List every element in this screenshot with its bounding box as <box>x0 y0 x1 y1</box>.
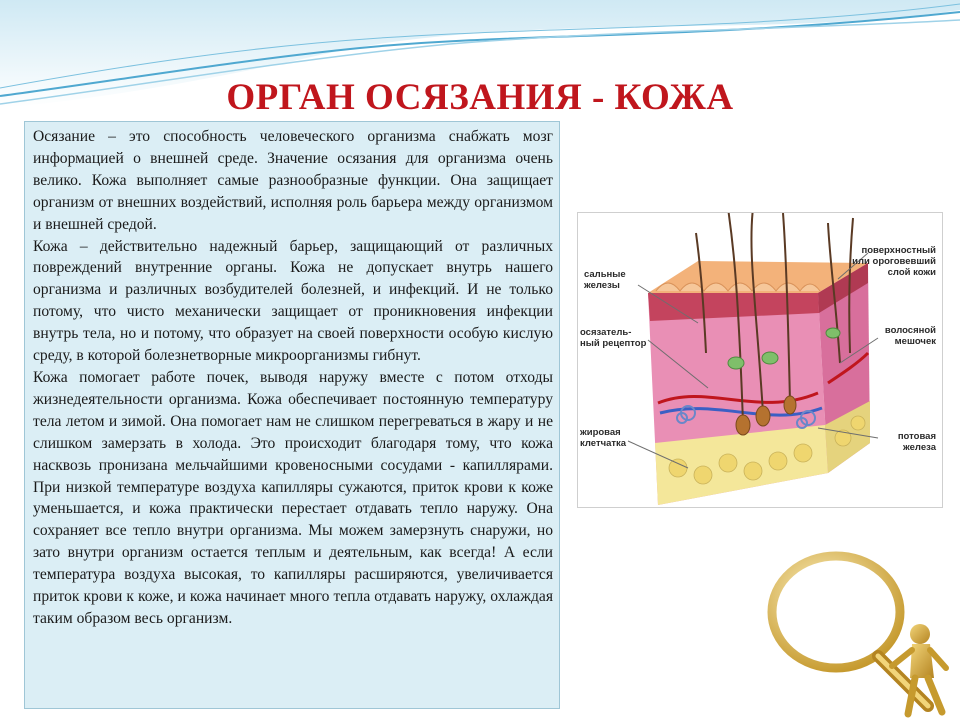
label-fat-tissue: жировая клетчатка <box>580 427 627 449</box>
paragraph-1: Осязание – это способность человеческого организма снабжать мозг информацией о внешней среде. Значение осязания для организма очень велико. Кожа выполняет самые разнообразные функции. Она защищает организм от внешних воздействий, исполняя роль барьера между организмом и внешней средой. <box>33 128 553 233</box>
skin-diagram <box>577 212 943 508</box>
text-box <box>24 121 560 709</box>
label-touch-receptor: осязатель- ный рецептор <box>580 327 647 349</box>
label-sweat-gland: потовая железа <box>897 431 936 453</box>
label-sebaceous-glands: сальные железы <box>584 269 626 291</box>
magnifier-figure-icon <box>760 548 960 720</box>
label-surface-layer: поверхностный или ороговевший слой кожи <box>852 245 936 278</box>
paragraph-3: Кожа помогает работе почек, выводя наружу вместе с потом отходы жизнедеятельности организма. Кожа обеспечивает постоянную температуру тела летом и зимой. Она помогает нам не слишком перегреваться в жару и не слишком замерзать в холода. Это происходит благодаря тому, что кожа насквозь пронизана мельчайшими кровеносными сосудами - капиллярами. При низкой температуре воздуха капилляры сужаются, приток крови к коже уменьшается, и кожа практически перестает отдавать тепло наружу. Она сохраняет все тепло внутри организма. Мы можем замерзнуть снаружи, но зато внутри организм остается теплым и деятельным, как всегда! А если температура воздуха высокая, то капилляры расширяются, увеличивается приток крови к коже, и кожа начинает много тепла отдавать наружу, охлаждая таким образом весь организм. <box>33 368 553 627</box>
slide-title: ОРГАН ОСЯЗАНИЯ - КОЖА <box>226 77 734 118</box>
label-hair-follicle: волосяной мешочек <box>884 325 936 347</box>
paragraph-2: Кожа – действительно надежный барьер, защищающий от различных повреждений внутренние органы. Кожа не допускает внутрь нашего организма и различных возбудителей болезней, и инфекций. И не только потому, что чисто механически защищает от проникновения инфекции внутрь тела, но и потому, что образует на своей поверхности особую кислую среду, в которой болезнетворные микроорганизмы гибнут. <box>33 237 553 365</box>
